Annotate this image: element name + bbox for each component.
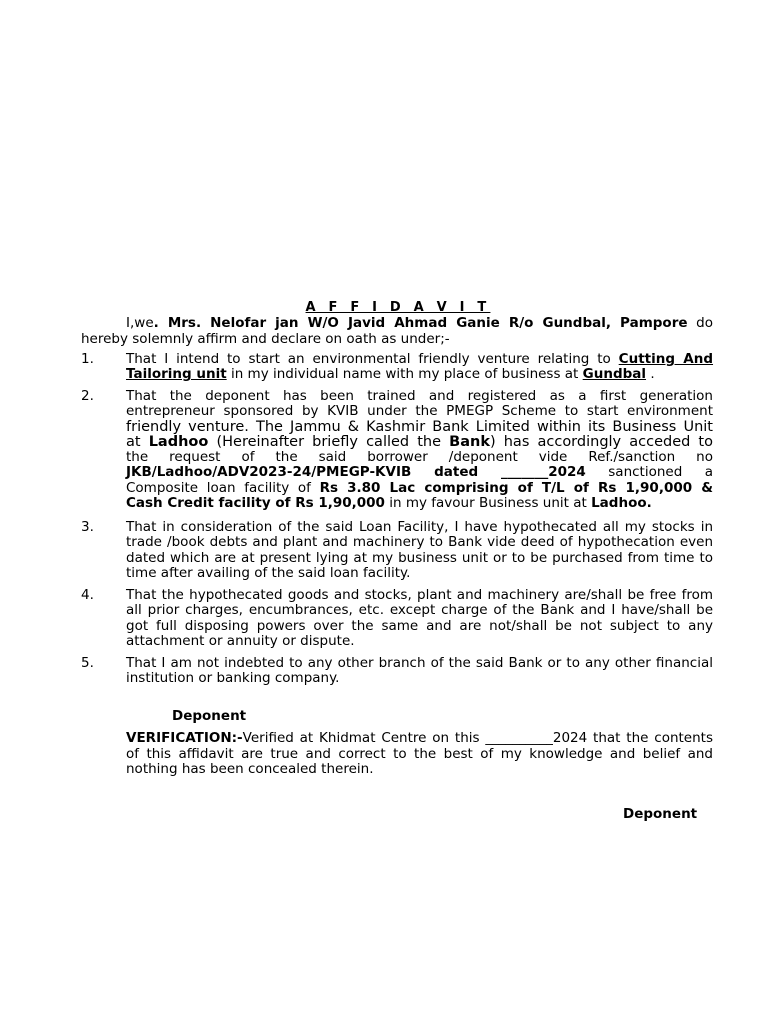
business-unit: Ladhoo. [591,495,652,512]
clause-line: That the deponent has been trained and registered as a first generation [126,388,713,404]
clause-number: 5. [81,655,94,671]
clause-text: That I am not indebted to any other branch of the said Bank or to any other financial institution or banking company. [126,655,713,687]
clause-text: That I intend to start an environmental friendly venture relating to [126,351,619,367]
clause-number: 2. [81,388,94,404]
clause-line: the request of the said borrower /deponent vide Ref./sanction no [126,449,713,466]
clause-text: . [646,366,655,383]
clause-line: JKB/Ladhoo/ADV2023-24/PMEGP-KVIB dated _______2024 sanctioned a [126,464,713,481]
intro-paragraph [81,316,713,347]
deponent-name: . Mrs. Nelofar jan W/O Javid Ahmad Ganie R/o Gundbal, Pampore [153,315,688,331]
cash-credit: Cash Credit facility of Rs 1,90,000 [126,495,385,512]
clause-line: Cash Credit facility of Rs 1,90,000 in my favour Business unit at Ladhoo. [126,495,652,512]
verification-label: VERIFICATION:- [126,730,243,746]
clause-number: 3. [81,519,94,535]
clause-line: entrepreneur sponsored by KVIB under the PMEGP Scheme to start environment [126,403,713,420]
clause-5 [81,656,713,687]
intro-line-2: hereby solemnly affirm and declare on oath as under;- [81,330,450,347]
clause-4 [81,588,713,649]
sanction-reference: JKB/Ladhoo/ADV2023-24/PMEGP-KVIB dated _______2024 [126,464,586,481]
clause-line: friendly venture. The Jammu & Kashmir Bank Limited within its Business Unit [126,418,713,435]
clause-text: That the hypothecated goods and stocks, plant and machinery are/shall be free from all prior charges, encumbrances, etc. except charge of the Bank and I have/shall be got full disposing powers over the same and are not/shall be not subject to any attachment or annuity or dispute. [126,587,713,649]
clause-number: 4. [81,587,94,603]
clause-line: Composite loan facility of Rs 3.80 Lac comprising of T/L of Rs 1,90,000 & [126,479,713,496]
business-activity: Cutting And [618,351,714,367]
clause-3 [81,520,713,581]
deponent-signature-label: Deponent [172,708,247,724]
clause-text: in my individual name with my place of business at [226,366,583,383]
loan-amount: Rs 3.80 Lac comprising of T/L of Rs 1,90,000 & [319,479,713,496]
clause-2 [81,389,713,511]
clause-1 [81,352,713,383]
document-title: A F F I D A V I T [305,300,491,315]
branch-name: Ladhoo [148,433,209,450]
intro-suffix: do [687,315,713,331]
verification-text: Verified at Khidmat Centre on this __________2024 that the contents of this affidavit are true and correct to the best of my knowledge and belief and nothing has been concealed therein. [126,730,713,777]
business-activity-cont: Tailoring unit [126,366,227,383]
verification-paragraph [126,731,713,778]
clause-number: 1. [81,351,94,367]
business-place: Gundbal [582,366,647,383]
bank-term: Bank [449,433,490,450]
deponent-signature-label-2: Deponent [623,806,698,822]
intro-prefix: I,we [126,315,154,331]
clause-text: That in consideration of the said Loan Facility, I have hypothecated all my stocks in trade /book debts and plant and machinery to Bank vide deed of hypothecation even dated which are at present lying at my business unit or to be purchased from time to time after availing of the said loan facility. [126,519,713,581]
clause-line: at Ladhoo (Hereinafter briefly called the Bank) has accordingly acceded to [126,433,713,450]
